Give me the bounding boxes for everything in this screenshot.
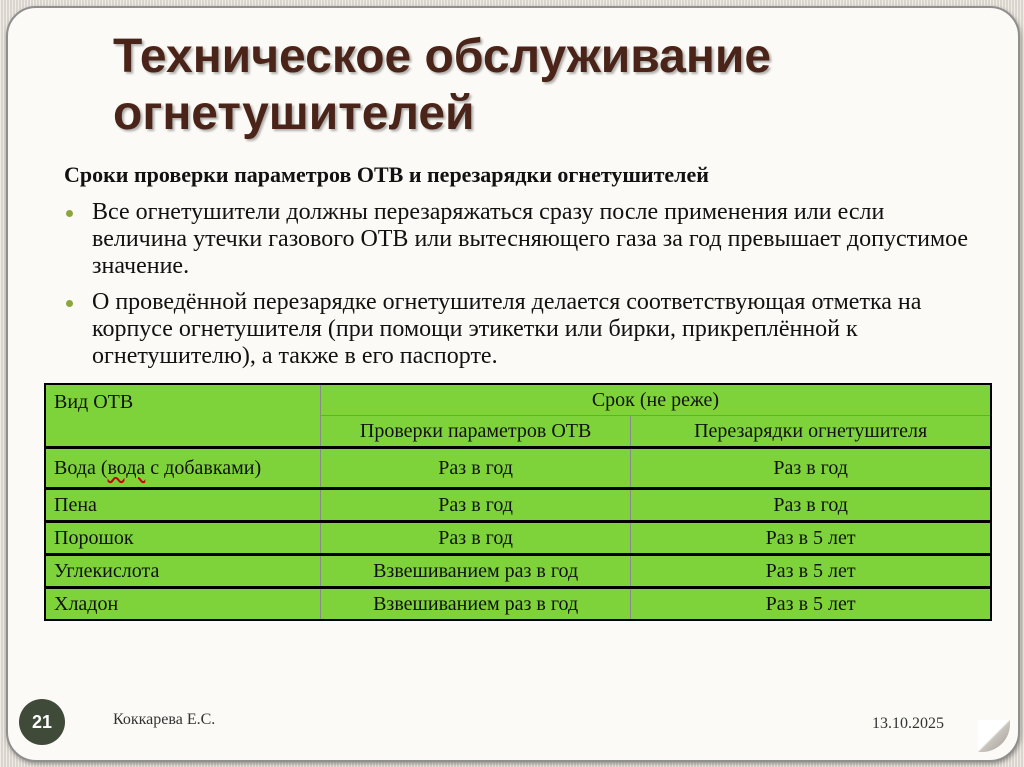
header-recharge: Перезарядки огнетушителя [631,416,991,448]
bullet-dot-icon [66,210,73,217]
cell-agent-name-part: с добавками) [145,456,262,479]
bullet-item [64,199,969,280]
table-row [45,448,991,489]
header-check: Проверки параметров ОТВ [320,416,630,448]
section-subtitle: Сроки проверки параметров ОТВ и перезарядки огнетушителей [64,162,709,187]
page-number-badge: 21 [19,699,65,745]
cell-check: Взвешиванием раз в год [320,588,630,621]
cell-check: Раз в год [320,489,630,522]
table-row [45,555,991,588]
cell-check: Раз в год [320,448,630,489]
cell-agent-name: Углекислота [45,555,320,588]
header-agent-type: Вид ОТВ [45,384,320,448]
cell-agent-name [45,448,320,489]
cell-recharge: Раз в 5 лет [631,588,991,621]
cell-agent-name: Пена [45,489,320,522]
cell-recharge: Раз в год [631,448,991,489]
bullet-dot-icon [66,300,73,307]
cell-agent-name-part: Вода ( [54,456,108,479]
footer-author: Коккарева Е.С. [113,711,216,728]
table-row [45,489,991,522]
cell-agent-name: Хладон [45,588,320,621]
slide-title: Техническое обслуживание огнетушителей [113,30,772,140]
page-curl-decoration [978,720,1010,752]
bullet-text: О проведённой перезарядке огнетушителя делается соответствующая отметка на корпусе огнетушителя (при помощи этикетки или бирки, прикреплённой к огнетушителю), а также в его паспорте. [92,289,922,369]
cell-check: Взвешиванием раз в год [320,555,630,588]
cell-recharge: Раз в 5 лет [631,522,991,555]
spellcheck-underlined-word: вода [107,456,146,479]
bullet-item [64,289,969,370]
cell-check: Раз в год [320,522,630,555]
table-header-row [45,384,991,416]
cell-recharge: Раз в 5 лет [631,555,991,588]
header-period: Срок (не реже) [320,384,991,416]
bullet-text: Все огнетушители должны перезаряжаться сразу после применения или если величина утечки газового ОТВ или вытесняющего газа за год превышает допустимое значение. [92,199,969,279]
cell-recharge: Раз в год [631,489,991,522]
table-row [45,522,991,555]
table-row [45,588,991,621]
extinguisher-maintenance-table [44,383,992,621]
bullet-list [64,199,969,379]
cell-agent-name: Порошок [45,522,320,555]
footer-date: 13.10.2025 [872,715,944,732]
